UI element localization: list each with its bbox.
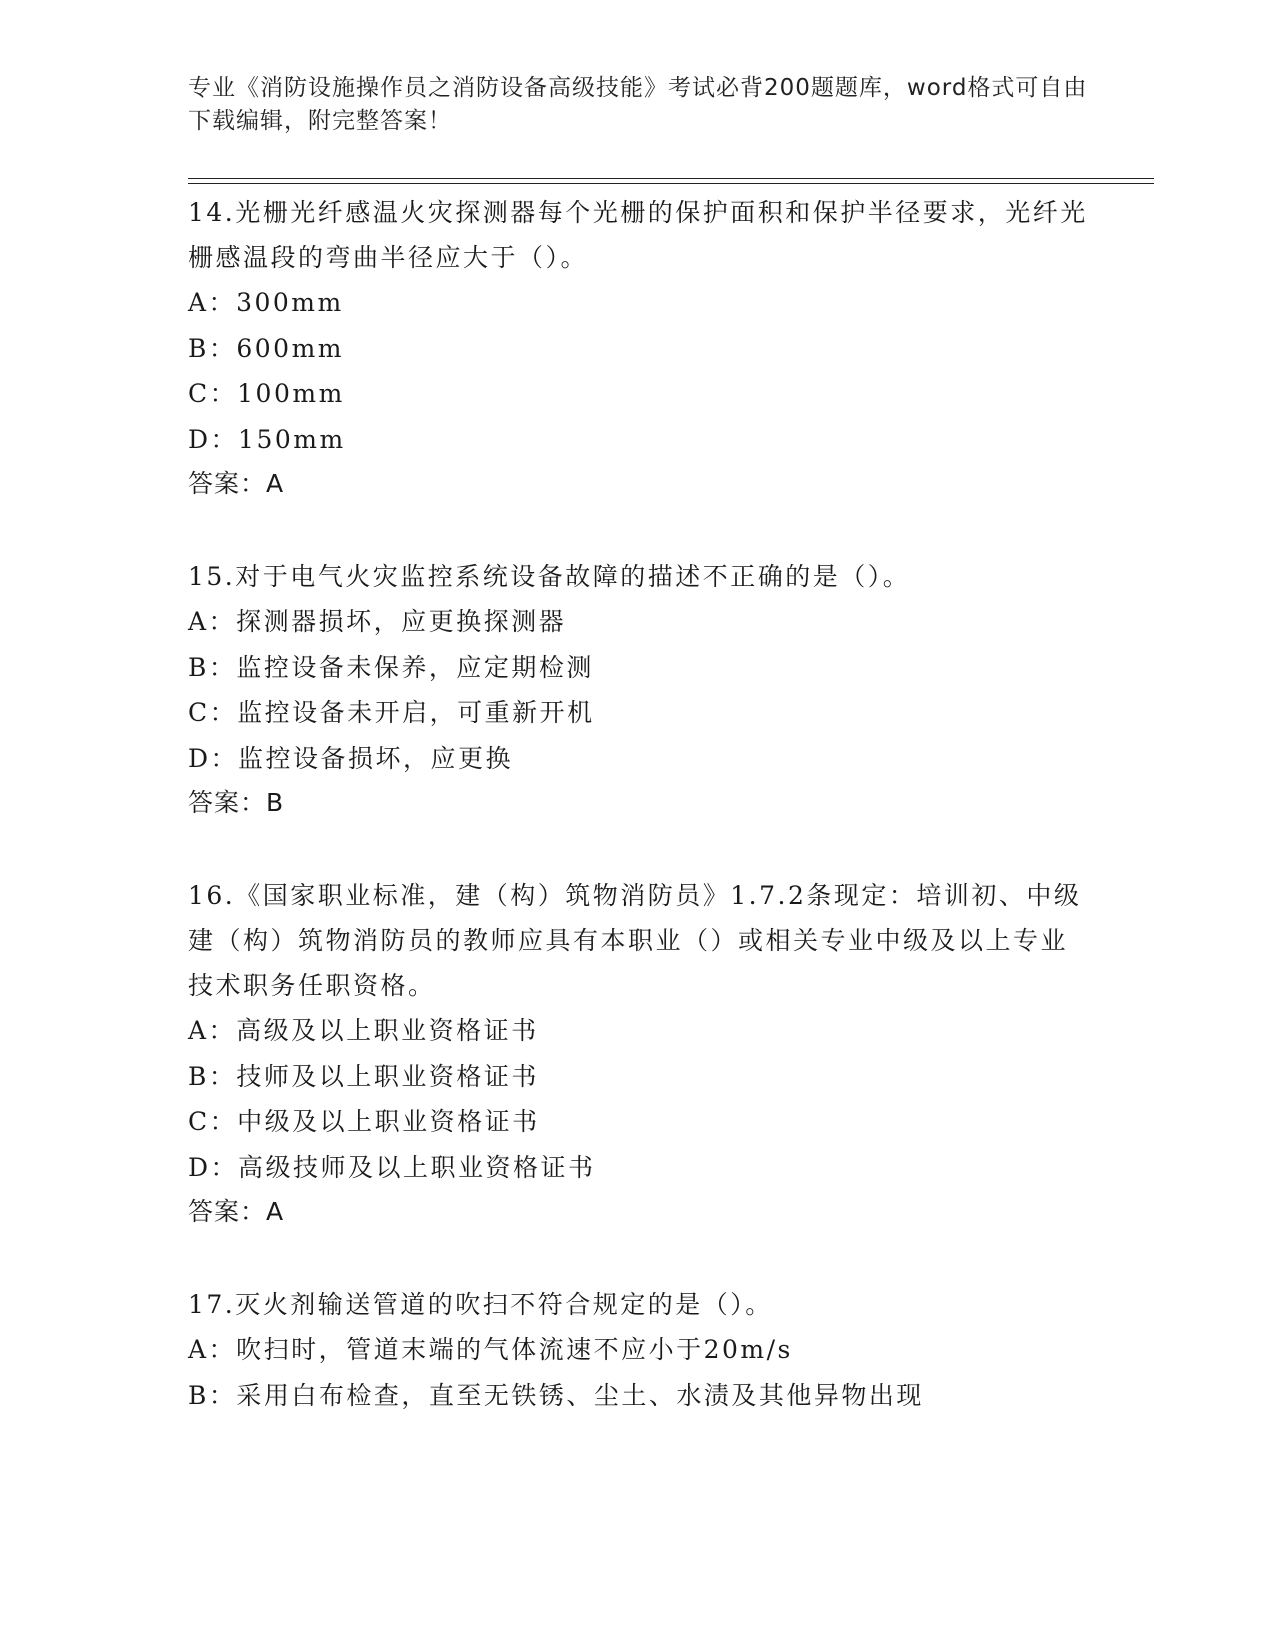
option-c bbox=[188, 371, 1148, 417]
option-letter: C： bbox=[188, 698, 238, 727]
header-divider-top bbox=[188, 178, 1154, 179]
option-a bbox=[188, 1008, 1148, 1054]
question-15 bbox=[188, 554, 1148, 825]
option-letter: D： bbox=[188, 743, 239, 773]
option-letter: A： bbox=[188, 1335, 237, 1364]
option-letter: A： bbox=[188, 607, 237, 636]
option-text: 中级及以上职业资格证书 bbox=[237, 1107, 540, 1136]
option-text: 监控设备损坏，应更换 bbox=[238, 743, 514, 773]
option-b bbox=[188, 1373, 1148, 1419]
document-header: 专业《消防设施操作员之消防设备高级技能》考试必背200题题库，word格式可自由下载编辑，附完整答案！ bbox=[188, 75, 1088, 134]
option-text: 吹扫时，管道末端的气体流速不应小于20m/s bbox=[236, 1335, 793, 1364]
option-text: 监控设备未开启，可重新开机 bbox=[237, 698, 595, 727]
option-b bbox=[188, 1054, 1148, 1100]
option-text: 100mm bbox=[237, 379, 345, 408]
question-16 bbox=[188, 873, 1148, 1234]
question-stem: 17.灭火剂输送管道的吹扫不符合规定的是（）。 bbox=[188, 1290, 773, 1319]
option-text: 300mm bbox=[236, 288, 344, 317]
question-stem: 16.《国家职业标准，建（构）筑物消防员》1.7.2条现定：培训初、中级建（构）筑物消防员的教师应具有本职业（）或相关专业中级及以上专业技术职务任职资格。 bbox=[188, 881, 1082, 1000]
answer: 答案：A bbox=[188, 469, 285, 498]
option-text: 高级技师及以上职业资格证书 bbox=[238, 1152, 596, 1182]
option-letter: D： bbox=[188, 1152, 239, 1182]
answer: 答案：A bbox=[188, 1197, 285, 1226]
question-14 bbox=[188, 190, 1148, 506]
option-text: 采用白布检查，直至无铁锈、尘土、水渍及其他异物出现 bbox=[236, 1380, 924, 1410]
option-text: 600mm bbox=[236, 333, 345, 363]
option-letter: B： bbox=[188, 1380, 237, 1410]
option-b bbox=[188, 326, 1148, 372]
header-divider-bottom bbox=[188, 183, 1154, 184]
option-text: 高级及以上职业资格证书 bbox=[236, 1016, 539, 1045]
option-text: 技师及以上职业资格证书 bbox=[236, 1061, 539, 1091]
question-list bbox=[188, 190, 1148, 1418]
option-letter: A： bbox=[188, 1016, 237, 1045]
option-text: 探测器损坏，应更换探测器 bbox=[236, 607, 567, 636]
option-d bbox=[188, 736, 1148, 782]
option-letter: C： bbox=[188, 379, 238, 408]
option-letter: B： bbox=[188, 652, 237, 682]
question-stem: 14.光栅光纤感温火灾探测器每个光栅的保护面积和保护半径要求，光纤光栅感温段的弯曲半径应大于（）。 bbox=[188, 198, 1088, 272]
option-letter: D： bbox=[188, 424, 239, 454]
option-letter: B： bbox=[188, 1061, 237, 1091]
option-text: 监控设备未保养，应定期检测 bbox=[236, 652, 594, 682]
option-text: 150mm bbox=[238, 424, 346, 454]
option-d bbox=[188, 417, 1148, 463]
option-letter: A： bbox=[188, 288, 237, 317]
option-c bbox=[188, 690, 1148, 736]
question-stem: 15.对于电气火灾监控系统设备故障的描述不正确的是（）。 bbox=[188, 562, 911, 591]
answer: 答案：B bbox=[188, 788, 285, 817]
option-c bbox=[188, 1099, 1148, 1145]
option-a bbox=[188, 599, 1148, 645]
question-17 bbox=[188, 1282, 1148, 1418]
option-letter: B： bbox=[188, 333, 237, 363]
option-letter: C： bbox=[188, 1107, 238, 1136]
option-a bbox=[188, 1327, 1148, 1373]
option-d bbox=[188, 1145, 1148, 1191]
option-b bbox=[188, 645, 1148, 691]
option-a bbox=[188, 280, 1148, 326]
